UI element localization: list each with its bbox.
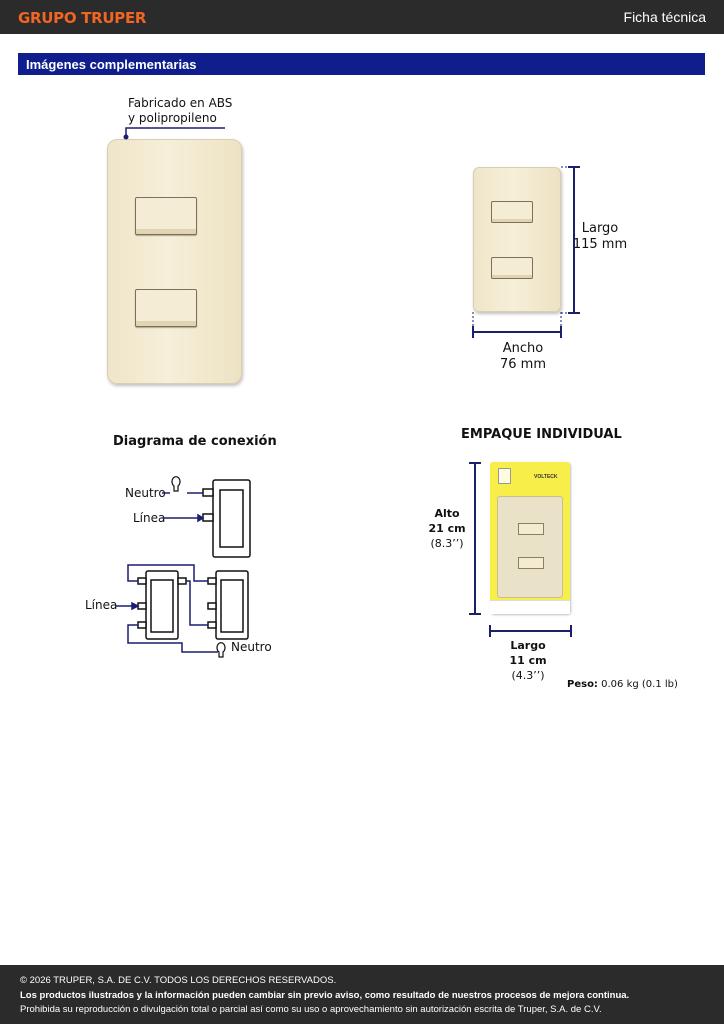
pkg-largo-cm: 11 cm [509, 654, 547, 667]
diagram-neutro-top: Neutro [125, 486, 166, 500]
material-leader-line [124, 128, 226, 140]
weight-label: Peso: [567, 679, 598, 690]
wiring-diagram-single [162, 477, 250, 557]
material-line-1: Fabricado en ABS [128, 96, 233, 110]
footer-rights: Prohibida su reproducción o divulgación total o parcial así como su uso o aprovechamiento sin autorización escrita de Truper, S.A. de C.V. [20, 1004, 602, 1015]
diagram-neutro-bottom: Neutro [231, 640, 272, 654]
dimension-lines [473, 167, 580, 338]
footer-disclaimer: Los productos ilustrados y la información pueden cambiar sin previo aviso, como resultado de nuestros procesos de mejora continua. [20, 990, 630, 1001]
pkg-largo-label: Largo [510, 639, 546, 652]
package-title: EMPAQUE INDIVIDUAL [461, 427, 622, 442]
wiring-diagram-three-way [115, 565, 248, 657]
alto-cm: 21 cm [428, 522, 466, 535]
ancho-value: 76 mm [499, 357, 546, 372]
footer [0, 965, 724, 1024]
section-title: Imágenes complementarias [26, 57, 197, 72]
weight-value: 0.06 kg (0.1 lb) [601, 679, 678, 690]
doc-type-label: Ficha técnica [623, 9, 706, 25]
material-line-2: y polipropileno [128, 111, 217, 125]
largo-label: Largo [581, 221, 619, 236]
alto-in: (8.3’’) [430, 537, 464, 550]
diagram-linea-left: Línea [85, 598, 118, 612]
diagram-title: Diagrama de conexión [113, 434, 277, 449]
package-dimension-lines [469, 463, 571, 637]
ancho-label: Ancho [502, 341, 544, 356]
pkg-largo-in: (4.3’’) [511, 669, 545, 682]
package-brand: VOLTECK [534, 474, 558, 480]
diagram-linea-top: Línea [133, 511, 166, 525]
footer-copyright: © 2026 TRUPER, S.A. DE C.V. TODOS LOS DERECHOS RESERVADOS. [20, 975, 337, 986]
largo-value: 115 mm [572, 237, 628, 252]
alto-label: Alto [434, 507, 460, 520]
brand-logo: GRUPO TRUPER [18, 9, 147, 27]
